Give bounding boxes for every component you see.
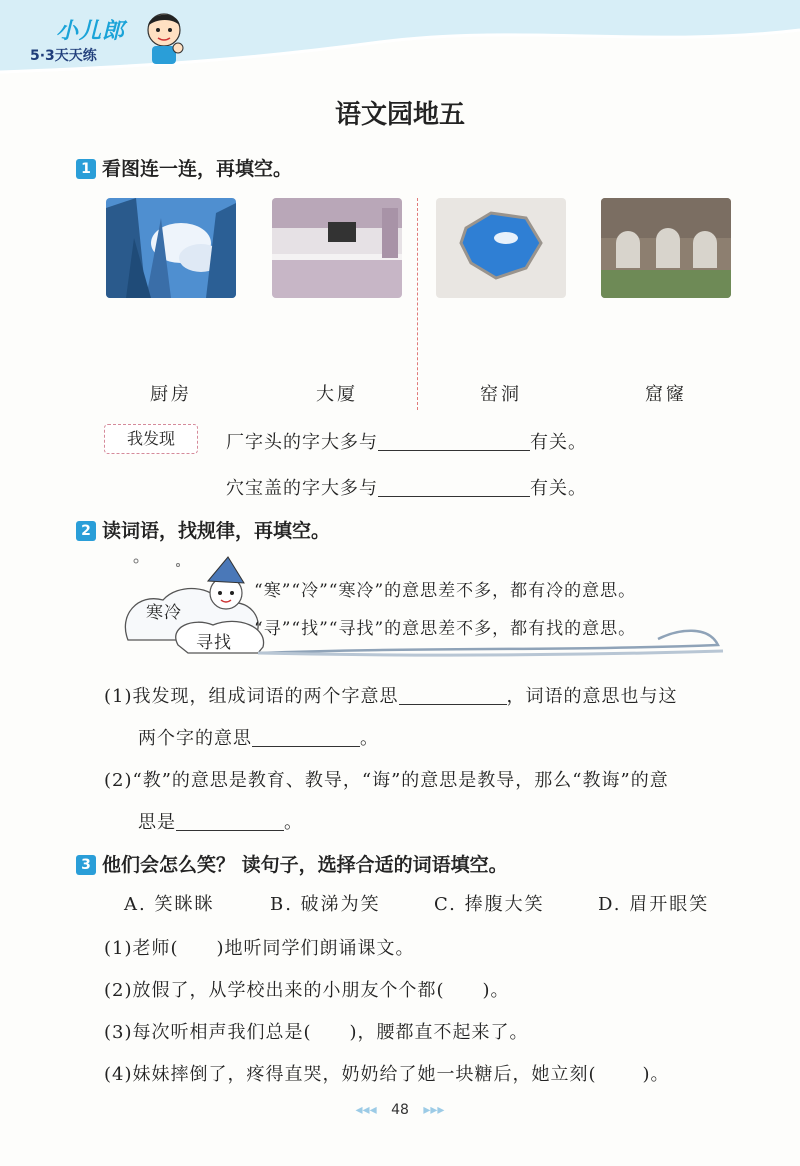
q2-item1-line1 — [104, 682, 678, 708]
q2-item2-text-c: 。 — [284, 812, 303, 833]
q2-heading — [76, 516, 330, 543]
q1-blank-2[interactable] — [378, 496, 530, 497]
q2-heading-text: 读词语，找规律，再填空。 — [102, 520, 331, 542]
mascot-boy-icon — [140, 8, 188, 68]
q2-number-badge: 2 — [76, 521, 96, 541]
q3-option-c: C. 捧腹大笑 — [434, 894, 545, 915]
word-building: 大厦 — [316, 384, 358, 405]
q3-option-d: D. 眉开眼笑 — [598, 894, 710, 915]
cloud-sentence-2: “寻”“找”“寻找”的意思差不多，都有找的意思。 — [254, 619, 637, 639]
word-cave-dwelling: 窑洞 — [480, 384, 522, 405]
q3-s3-text-a: (3)每次听相声我们总是( — [104, 1022, 312, 1043]
q3-heading — [76, 850, 508, 877]
brand-subtitle: 5·3天天练 — [30, 48, 97, 64]
cave-dwelling-photo — [601, 198, 731, 298]
q1-line1-suffix: 有关。 — [530, 432, 587, 453]
skyscraper-photo — [106, 198, 236, 298]
q3-number-badge: 3 — [76, 855, 96, 875]
word-kitchen: 厨房 — [150, 384, 192, 405]
q2-item2-line1: (2)“教”的意思是教育、教导，“诲”的意思是教导，那么“教诲”的意 — [104, 770, 669, 791]
page-number-bar — [0, 1102, 800, 1118]
cloud-word-search: 寻找 — [196, 633, 232, 653]
q3-option-b: B. 破涕为笑 — [270, 894, 381, 915]
brand-logo-text: 小儿郎 — [56, 19, 126, 44]
q3-s2-text-a: (2)放假了，从学校出来的小朋友个个都( — [104, 980, 445, 1001]
q3-s4-text-b: )。 — [642, 1064, 670, 1085]
q2-item1-text-a: (1)我发现，组成词语的两个字意思 — [104, 686, 399, 707]
q3-s1-text-b: )地听同学们朗诵课文。 — [216, 938, 415, 959]
q1-line1-prefix: 厂字头的字大多与 — [226, 432, 378, 453]
cloud-sentence-1: “寒”“冷”“寒冷”的意思差不多，都有冷的意思。 — [254, 581, 637, 601]
page-number: 48 — [391, 1102, 409, 1118]
hole-in-wall-photo — [436, 198, 566, 298]
q3-option-a: A. 笑眯眯 — [124, 894, 215, 915]
dashed-divider — [417, 198, 418, 410]
q2-item1-text-c: 两个字的意思 — [138, 728, 252, 749]
q2-item1-text-b: ，词语的意思也与这 — [506, 686, 678, 707]
q2-blank-3[interactable] — [176, 830, 284, 831]
q1-line2-prefix: 穴宝盖的字大多与 — [226, 478, 378, 499]
q3-sentence-4 — [104, 1060, 670, 1086]
q1-heading — [76, 154, 292, 181]
q3-sentence-2 — [104, 976, 510, 1002]
q2-item1-line2 — [138, 724, 379, 750]
page-title: 语文园地五 — [334, 100, 465, 130]
q1-blank-1[interactable] — [378, 450, 530, 451]
q1-fill-line-2 — [226, 474, 587, 500]
left-arrows-icon: ◂◂◂ — [355, 1102, 377, 1118]
q2-blank-1[interactable] — [399, 704, 507, 705]
q2-item1-text-d: 。 — [360, 728, 379, 749]
discover-tag: 我发现 — [104, 424, 198, 454]
q1-number-badge: 1 — [76, 159, 96, 179]
q2-blank-2[interactable] — [252, 746, 360, 747]
q3-s2-text-b: )。 — [482, 980, 510, 1001]
q3-s4-text-a: (4)妹妹摔倒了，疼得直哭，奶奶给了她一块糖后，她立刻( — [104, 1064, 597, 1085]
q1-fill-line-1 — [226, 428, 587, 454]
q3-sentence-3 — [104, 1018, 529, 1044]
cloud-word-cold: 寒冷 — [146, 603, 182, 623]
q2-item2-line2 — [138, 808, 303, 834]
q1-heading-text: 看图连一连，再填空。 — [102, 158, 293, 180]
q1-line2-suffix: 有关。 — [530, 478, 587, 499]
right-arrows-icon: ▸▸▸ — [423, 1102, 445, 1118]
q2-item2-text-b: 思是 — [138, 812, 176, 833]
q3-sentence-1 — [104, 934, 415, 960]
kitchen-photo — [272, 198, 402, 298]
q3-s1-text-a: (1)老师( — [104, 938, 179, 959]
word-hole: 窟窿 — [645, 384, 687, 405]
q3-s3-text-b: )，腰都直不起来了。 — [349, 1022, 529, 1043]
q3-heading-text: 他们会怎么笑？ 读句子，选择合适的词语填空。 — [102, 854, 508, 876]
